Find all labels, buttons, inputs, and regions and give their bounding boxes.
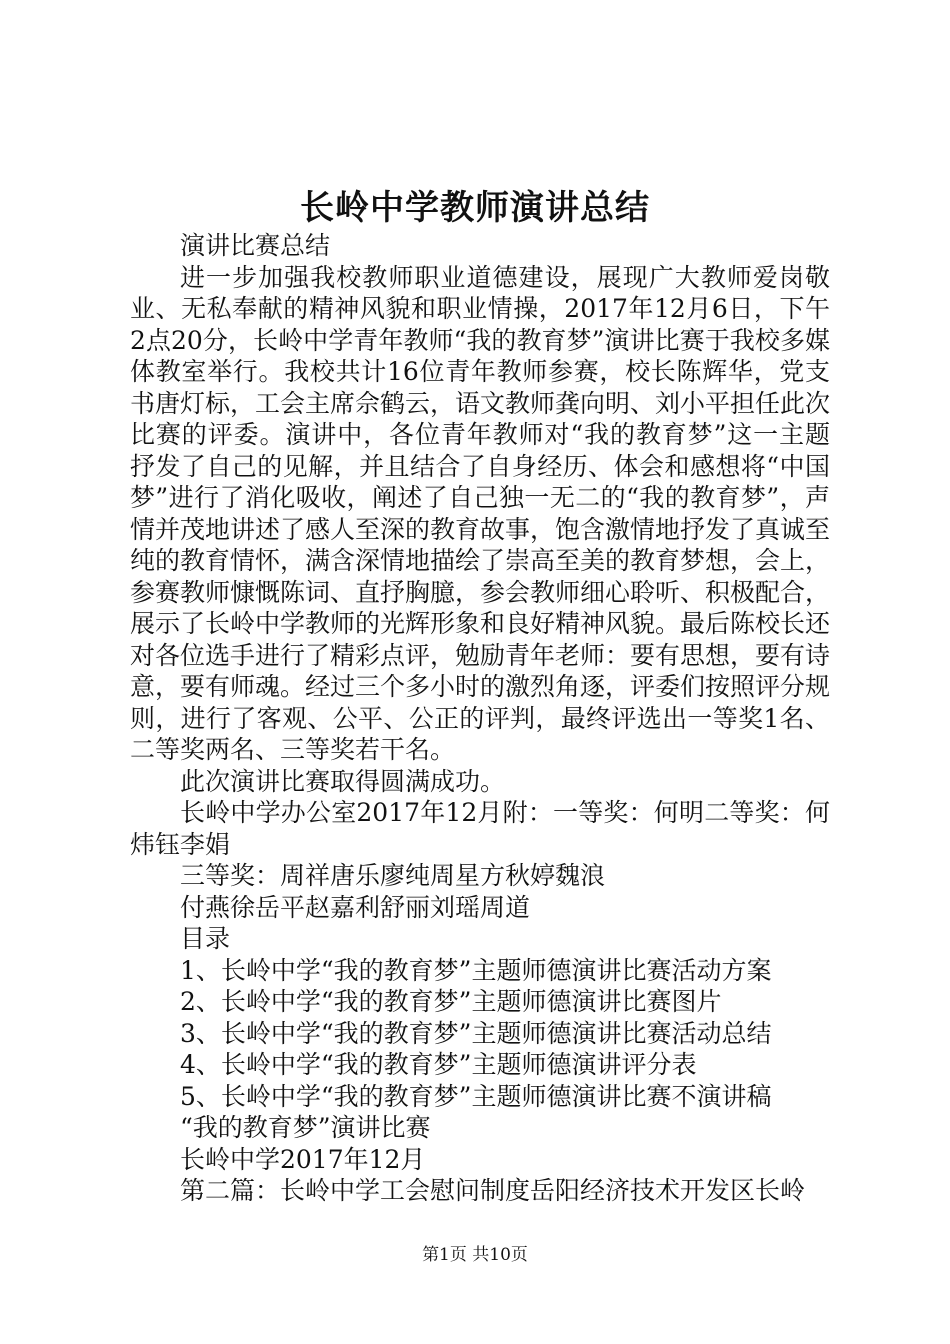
subtitle: 演讲比赛总结 (180, 231, 331, 260)
toc-item: 1、长岭中学“我的教育梦”主题师德演讲比赛活动方案 (180, 955, 772, 985)
toc-heading: 目录 (180, 924, 231, 953)
event-name: “我的教育梦”演讲比赛 (180, 1113, 431, 1142)
third-prize-line-2: 付燕徐岳平赵嘉利舒丽刘瑶周道 (180, 892, 531, 922)
toc-item: 3、长岭中学“我的教育梦”主题师德演讲比赛活动总结 (180, 1018, 772, 1048)
toc-item: 5、长岭中学“我的教育梦”主题师德演讲比赛不演讲稿 (180, 1081, 772, 1111)
main-paragraph: 进一步加强我校教师职业道德建设，展现广大教师爱岗敬业、无私奉献的精神风貌和职业情操，2017年12月6日，下午2点20分，长岭中学青年教师“我的教育梦”演讲比赛于我校多媒体教室举行。我校共计16位青年教师参赛，校长陈辉华，党支书唐灯标，工会主席佘鹤云，语文教师龚向明、刘小平担任此次比赛的评委。演讲中，各位青年教师对“我的教育梦”这一主题抒发了自己的见解，并且结合了自身经历、体会和感想将“中国梦”进行了消化吸收，阐述了自己独一无二的“我的教育梦”，声情并茂地讲述了感人至深的教育故事，饱含激情地抒发了真诚至纯的教育情怀，满含深情地描绘了崇高至美的教育梦想，会上，参赛教师慷慨陈词、直抒胸臆，参会教师细心聆听、积极配合，展示了长岭中学教师的光辉形象和良好精神风貌。最后陈校长还对各位选手进行了精彩点评，勉励青年老师：要有思想，要有诗意，要有师魂。经过三个多小时的激烈角逐，评委们按照评分规则，进行了客观、公平、公正的评判，最终评选出一等奖1名、二等奖两名、三等奖若干名。 (130, 262, 831, 764)
third-prize-line-1: 三等奖：周祥唐乐廖纯周星方秋婷魏浪 (180, 861, 606, 890)
success-line: 此次演讲比赛取得圆满成功。 (180, 766, 506, 796)
office-and-awards-line: 长岭中学办公室2017年12月附：一等奖：何明二等奖：何炜钰李娟 (130, 798, 830, 859)
page-number: 第1页 共10页 (422, 1245, 528, 1265)
document-title: 长岭中学教师演讲总结 (300, 188, 650, 228)
event-date: 长岭中学2017年12月 (180, 1144, 426, 1174)
toc-item: 4、长岭中学“我的教育梦”主题师德演讲评分表 (180, 1050, 697, 1079)
toc-item: 2、长岭中学“我的教育梦”主题师德演讲比赛图片 (180, 987, 722, 1016)
document-body (130, 230, 830, 1207)
second-part-heading: 第二篇：长岭中学工会慰问制度岳阳经济技术开发区长岭 (180, 1176, 806, 1205)
